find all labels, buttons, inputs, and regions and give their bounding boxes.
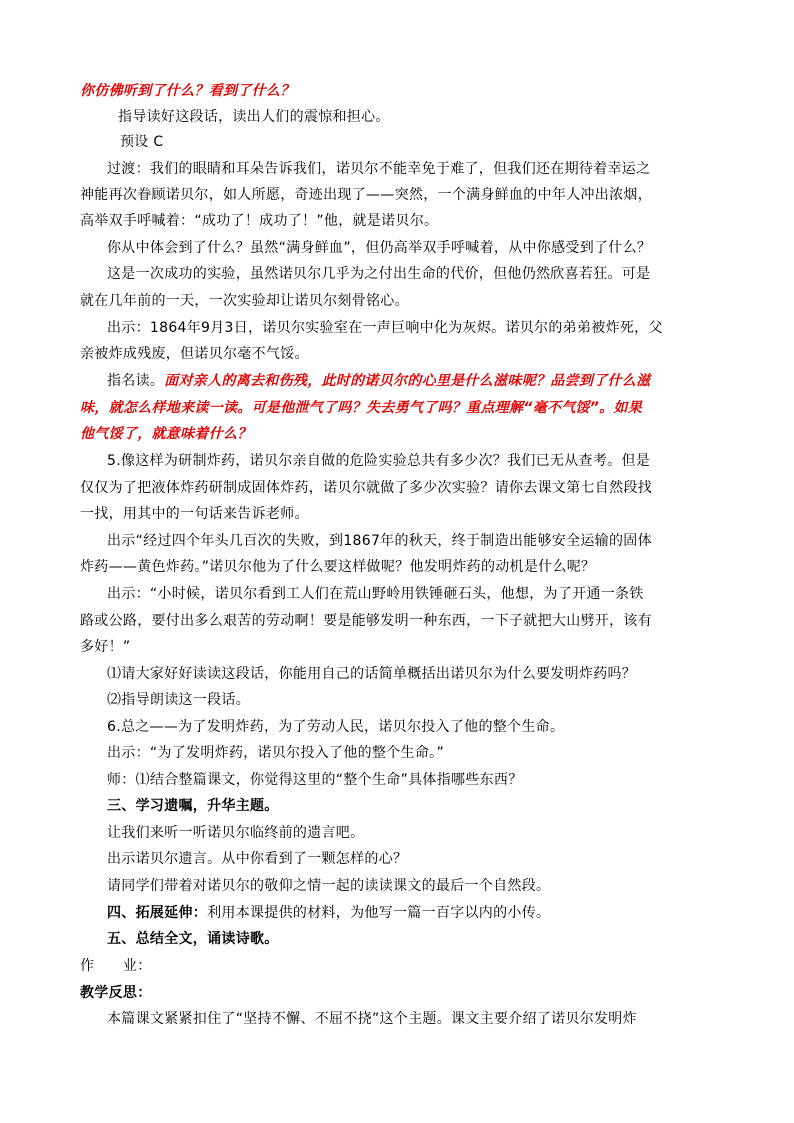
paragraph-line: 请同学们带着对诺贝尔的敬仰之情一起的读读课文的最后一个自然段。 bbox=[107, 878, 551, 894]
paragraph-line: 6.总之——为了发明炸药，为了劳动人民，诺贝尔投入了他的整个生命。 bbox=[107, 719, 565, 735]
paragraph-line: 出示：1864年9月3日，诺贝尔实验室在一声巨响中化为灰烬。诺贝尔的弟弟被炸死，父 bbox=[107, 320, 663, 336]
paragraph-line: 本篇课文紧紧扣住了“坚持不懈、不屈不挠”这个主题。课文主要介绍了诺贝尔发明炸 bbox=[107, 1011, 637, 1027]
paragraph-line: 预设 C bbox=[120, 134, 164, 150]
section-heading: 四、拓展延伸： bbox=[107, 905, 208, 921]
paragraph-line: 你从中体会到了什么？虽然“满身鲜血”，但仍高举双手呼喊着，从中你感受到了什么？ bbox=[107, 240, 652, 256]
paragraph-line: 指导读好这段话，读出人们的震惊和担心。 bbox=[118, 109, 390, 125]
question-line: 你仿佛听到了什么？看到了什么？ bbox=[80, 83, 295, 99]
paragraph-line: 仅仅为了把液体炸药研制成固体炸药，诺贝尔就做了多少次实验？请你去课文第七自然段找 bbox=[80, 480, 652, 496]
paragraph-line: 出示：“为了发明炸药，诺贝尔投入了他的整个生命。” bbox=[107, 745, 445, 761]
paragraph-line: 多好！” bbox=[80, 639, 131, 655]
paragraph-line: 出示：“小时候，诺贝尔看到工人们在荒山野岭用铁锤砸石头，他想，为了开通一条铁 bbox=[107, 586, 644, 602]
section-heading: 三、学习遗嘱，升华主题。 bbox=[107, 798, 279, 814]
paragraph-line: 过渡：我们的眼睛和耳朵告诉我们，诺贝尔不能幸免于难了，但我们还在期待着幸运之 bbox=[107, 161, 651, 177]
paragraph-line: 出示诺贝尔遗言。从中你看到了一颗怎样的心？ bbox=[107, 851, 408, 867]
paragraph-line bbox=[107, 903, 550, 923]
paragraph-line: 这是一次成功的实验，虽然诺贝尔几乎为之付出生命的代价，但他仍然欣喜若狂。可是 bbox=[107, 266, 651, 282]
section-text: 利用本课提供的材料，为他写一篇一百字以内的小传。 bbox=[207, 905, 551, 921]
paragraph-line: 一找，用其中的一句话来告诉老师。 bbox=[80, 506, 309, 522]
paragraph-line: 5.像这样为研制炸药，诺贝尔亲自做的危险实验总共有多少次？我们已无从查考。但是 bbox=[107, 453, 651, 469]
emphasis-line: 他气馁了，就意味着什么？ bbox=[80, 426, 252, 442]
paragraph-line: 路或公路，要付出多么艰苦的劳动啊！要是能够发明一种东西，一下子就把大山劈开，该有 bbox=[80, 613, 652, 629]
paragraph-line: 高举双手呼喊着：“成功了！成功了！”他，就是诺贝尔。 bbox=[80, 213, 439, 229]
emphasis-line: 味，就怎么样地来读一读。可是他泄气了吗？失去勇气了吗？重点理解“毫不气馁”。如果 bbox=[80, 400, 643, 416]
section-heading: 五、总结全文，诵读诗歌。 bbox=[107, 931, 279, 947]
paragraph-line: 炸药——黄色炸药。”诺贝尔他为了什么要这样做呢？他发明炸药的动机是什么呢？ bbox=[80, 559, 596, 575]
homework-label: 作 业： bbox=[80, 958, 152, 974]
paragraph-line: 出示“经过四个年头几百次的失败，到1867年的秋天，终于制造出能够安全运输的固体 bbox=[107, 533, 652, 549]
paragraph-line: 就在几年前的一天，一次实验却让诺贝尔刻骨铭心。 bbox=[80, 293, 409, 309]
paragraph-line: 亲被炸成残废，但诺贝尔毫不气馁。 bbox=[80, 346, 309, 362]
paragraph-line: ⑵指导朗读这一段话。 bbox=[107, 692, 250, 708]
emphasis-text: 面对亲人的离去和伤残，此时的诺贝尔的心里是什么滋味呢？品尝到了什么滋 bbox=[164, 373, 651, 389]
paragraph-line: 让我们来听一听诺贝尔临终前的遗言吧。 bbox=[107, 825, 365, 841]
paragraph-line bbox=[107, 371, 650, 391]
paragraph-line: 神能再次眷顾诺贝尔，如人所愿，奇迹出现了——突然，一个满身鲜血的中年人冲出浓烟， bbox=[80, 187, 652, 203]
paragraph-line: 师：⑴结合整篇课文，你觉得这里的“整个生命”具体指哪些东西？ bbox=[107, 772, 523, 788]
paragraph-line: ⑴请大家好好读读这段话，你能用自己的话简单概括出诺贝尔为什么要发明炸药吗？ bbox=[107, 666, 637, 682]
instruction-text: 指名读。 bbox=[107, 373, 165, 389]
reflection-label: 教学反思： bbox=[80, 985, 152, 1001]
